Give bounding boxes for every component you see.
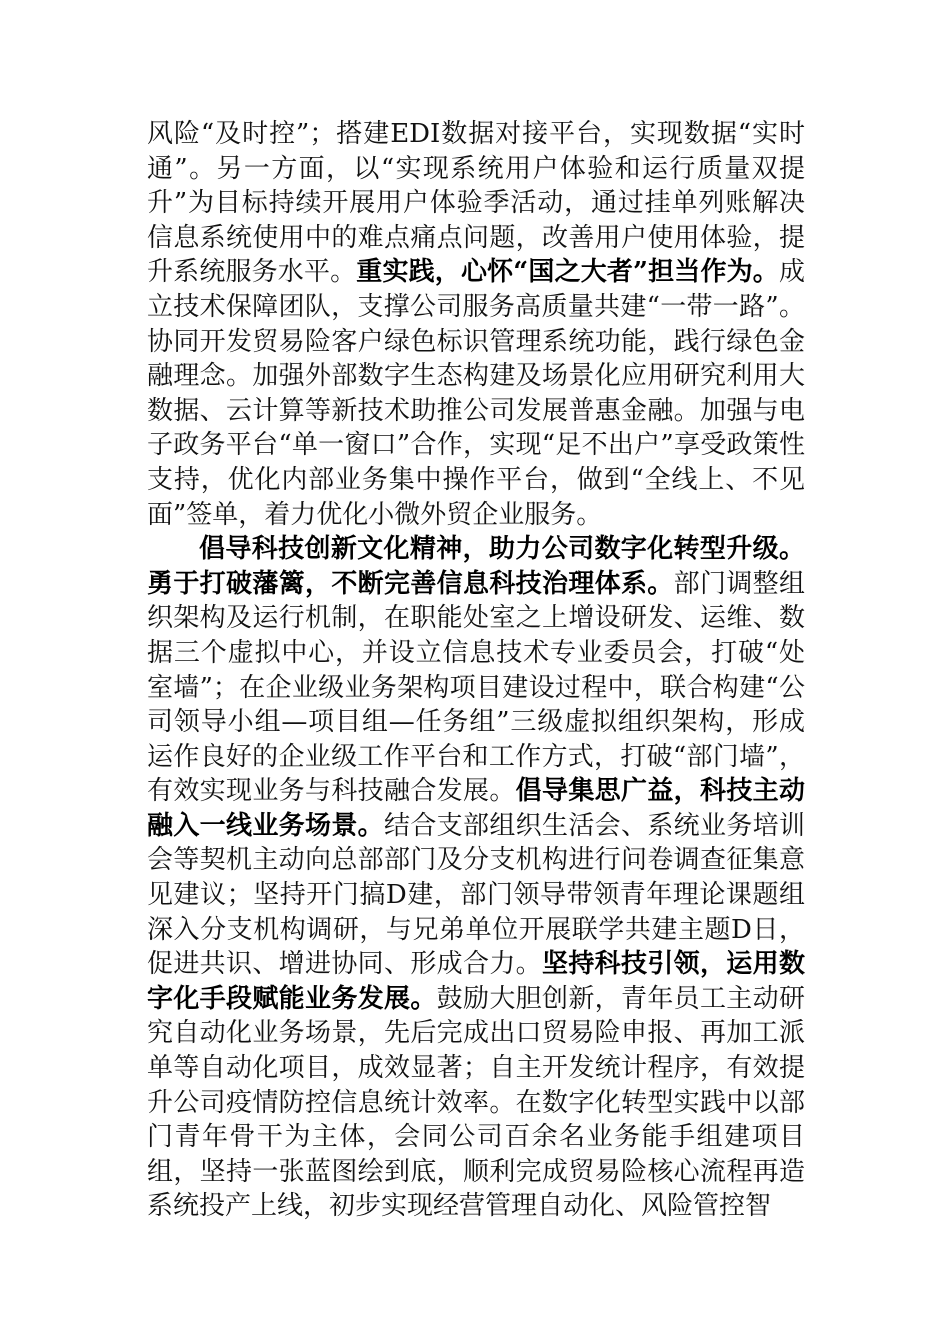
bold-heading: 倡导科技创新文化精神，助力公司数字化转型升级。勇于打破藩篱，不断完善信息科技治理体系。	[147, 534, 805, 599]
paragraph-text: 成立技术保障团队，支撑公司服务高质量共建“一带一路”。协同开发贸易险客户绿色标识管理系统功能，践行绿色金融理念。加强外部数字生态构建及场景化应用研究利用大数据、云计算等新技术助推公司发展普惠金融。加强与电子政务平台“单一窗口”合作，实现“足不出户”享受政策性支持，优化内部业务集中操作平台，做到“全线上、不见面”签单，着力优化小微外贸企业服务。	[147, 257, 805, 530]
bold-heading: 倡导集思广益，科技主动融入一线业务场景。	[147, 776, 805, 841]
bold-heading: 坚持科技引领，运用数字化手段赋能业务发展。	[147, 949, 805, 1014]
paragraph-text: 风险“及时控”；搭建EDI数据对接平台，实现数据“实时通”。另一方面，以“实现系统用户体验和运行质量双提升”为目标持续开展用户体验季活动，通过挂单列账解决信息系统使用中的难点痛点问题，改善用户使用体验，提升系统服务水平。	[147, 119, 805, 288]
bold-heading: 重实践，心怀“国之大者”担当作为。	[356, 257, 779, 288]
paragraph-continued	[147, 117, 805, 532]
document-body	[147, 117, 805, 1224]
paragraph-innovation	[147, 532, 805, 1224]
paragraph-text: 鼓励大胆创新，青年员工主动研究自动化业务场景，先后完成出口贸易险申报、再加工派单等自动化项目，成效显著；自主开发统计程序，有效提升公司疫情防控信息统计效率。在数字化转型实践中以部门青年骨干为主体，会同公司百余名业务能手组建项目组，坚持一张蓝图绘到底，顺利完成贸易险核心流程再造系统投产上线，初步实现经营管理自动化、风险管控智	[147, 983, 805, 1222]
paragraph-text: 部门调整组织架构及运行机制，在职能处室之上增设研发、运维、数据三个虚拟中心，并设立信息技术专业委员会，打破“处室墙”；在企业级业务架构项目建设过程中，联合构建“公司领导小组—项目组—任务组”三级虚拟组织架构，形成运作良好的企业级工作平台和工作方式，打破“部门墙”，有效实现业务与科技融合发展。	[147, 568, 805, 807]
paragraph-text: 结合支部组织生活会、系统业务培训会等契机主动向总部部门及分支机构进行问卷调查征集意见建议；坚持开门搞D建，部门领导带领青年理论课题组深入分支机构调研，与兄弟单位开展联学共建主题D日，促进共识、增进协同、形成合力。	[147, 810, 805, 980]
